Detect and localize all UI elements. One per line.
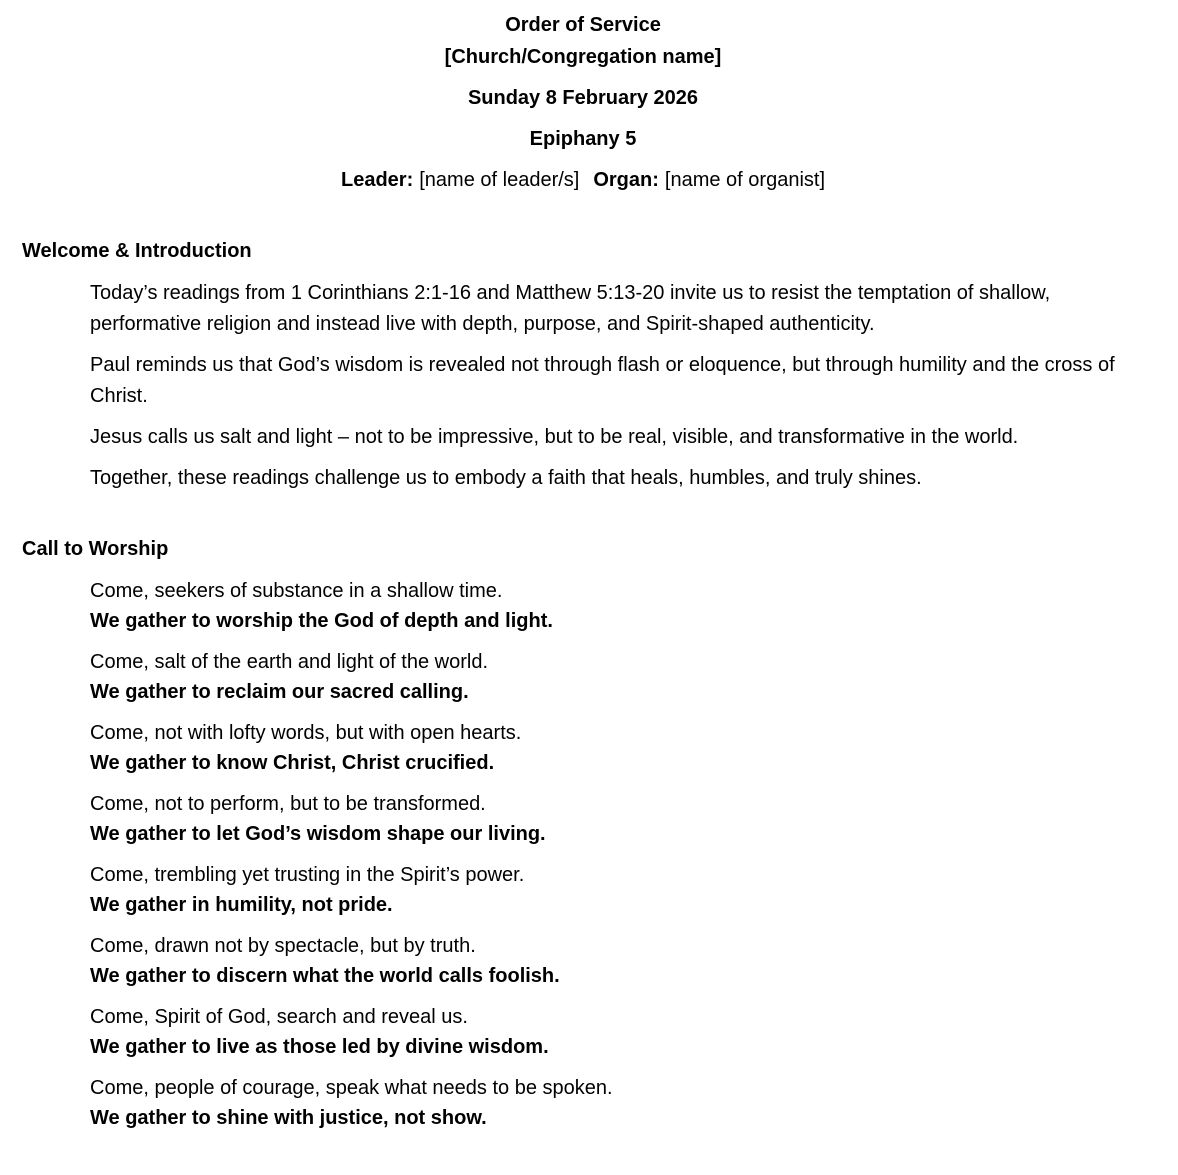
call-line: Come, not to perform, but to be transformed. <box>90 793 486 815</box>
response-line: We gather to reclaim our sacred calling. <box>90 681 469 703</box>
welcome-paragraph: Together, these readings challenge us to embody a faith that heals, humbles, and truly shines. <box>90 467 922 489</box>
section-heading-call-to-worship: Call to Worship <box>22 538 169 560</box>
welcome-paragraph: Paul reminds us that God’s wisdom is revealed not through flash or eloquence, but through humility and the cross of Christ. <box>90 354 1115 407</box>
document-header <box>22 9 1144 196</box>
response-line: We gather to live as those led by divine wisdom. <box>90 1036 549 1058</box>
service-date: Sunday 8 February 2026 <box>467 87 699 109</box>
call-line: Come, seekers of substance in a shallow time. <box>90 580 503 602</box>
document-title: Order of Service <box>505 14 661 36</box>
leader-value: [name of leader/s] <box>419 169 580 191</box>
call-line: Come, Spirit of God, search and reveal us. <box>90 1006 468 1028</box>
call-line: Come, drawn not by spectacle, but by truth. <box>90 935 476 957</box>
call-line: Come, salt of the earth and light of the world. <box>90 651 488 673</box>
organ-label: Organ: <box>593 169 659 191</box>
response-line: We gather in humility, not pride. <box>90 894 393 916</box>
worship-couplet <box>90 1002 1144 1062</box>
liturgical-season: Epiphany 5 <box>529 128 637 150</box>
response-line: We gather to worship the God of depth and light. <box>90 610 553 632</box>
worship-couplet <box>90 1073 1144 1133</box>
section-heading-welcome: Welcome & Introduction <box>22 240 252 262</box>
worship-couplet <box>90 718 1144 778</box>
leader-label: Leader: <box>341 169 414 191</box>
response-line: We gather to know Christ, Christ crucified. <box>90 752 495 774</box>
response-line: We gather to let God’s wisdom shape our living. <box>90 823 546 845</box>
welcome-paragraph: Jesus calls us salt and light – not to be impressive, but to be real, visible, and transformative in the world. <box>90 426 1019 448</box>
organ-value: [name of organist] <box>664 169 825 191</box>
leader-organ-line <box>22 164 1144 196</box>
church-name-placeholder: [Church/Congregation name] <box>444 46 722 68</box>
worship-couplet <box>90 860 1144 920</box>
worship-couplet <box>90 647 1144 707</box>
welcome-paragraph: Today’s readings from 1 Corinthians 2:1-16 and Matthew 5:13-20 invite us to resist the temptation of shallow, performative religion and instead live with depth, purpose, and Spirit-shaped authenticity. <box>90 282 1051 335</box>
section-call-to-worship <box>22 534 1144 1133</box>
response-line: We gather to shine with justice, not show. <box>90 1107 487 1129</box>
call-line: Come, not with lofty words, but with open hearts. <box>90 722 522 744</box>
section-welcome-introduction <box>22 236 1144 494</box>
call-line: Come, people of courage, speak what needs to be spoken. <box>90 1077 613 1099</box>
call-line: Come, trembling yet trusting in the Spirit’s power. <box>90 864 525 886</box>
response-line: We gather to discern what the world calls foolish. <box>90 965 560 987</box>
worship-couplet <box>90 931 1144 991</box>
worship-couplet <box>90 789 1144 849</box>
worship-couplet <box>90 576 1144 636</box>
